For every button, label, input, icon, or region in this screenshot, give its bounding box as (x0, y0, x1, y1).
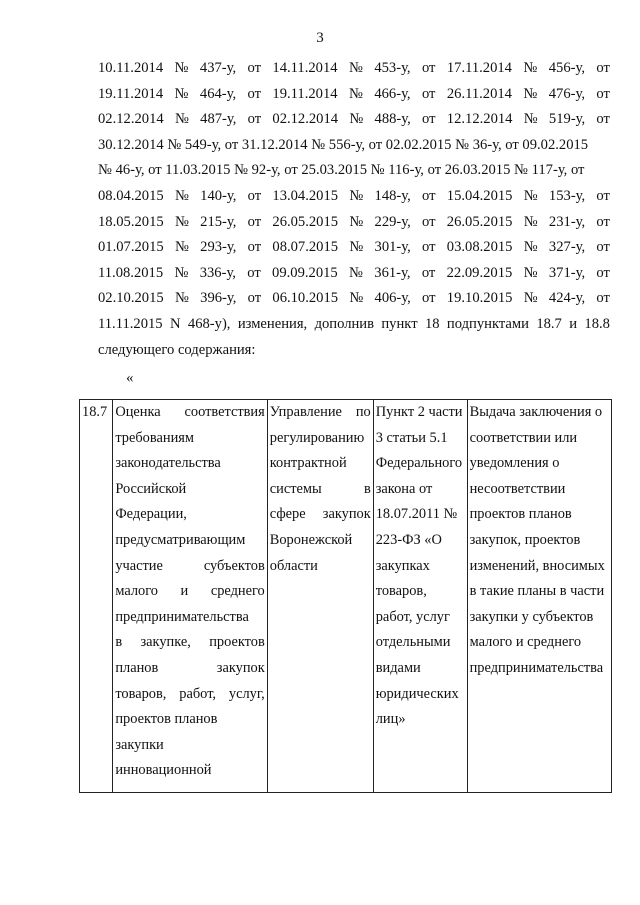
paragraph-line (98, 158, 610, 184)
word: от (247, 264, 261, 281)
word: № (523, 264, 538, 281)
word: № (523, 213, 538, 230)
word: 464-у, (199, 85, 237, 102)
word: 487-у, (200, 111, 237, 128)
authority-line (270, 426, 371, 452)
word: от (422, 239, 436, 256)
word: 424-у, (548, 290, 586, 307)
word: закупке, (140, 634, 191, 651)
word: 231-у, (548, 213, 586, 230)
word: и (569, 315, 578, 332)
word: 396-у, (200, 290, 237, 307)
word: 301-у, (374, 239, 411, 256)
word: проектов планов (115, 711, 218, 728)
word: № (349, 239, 364, 256)
opening-quote: « (126, 370, 134, 386)
description-line (115, 528, 264, 554)
word: 30.12.2014 № 549-у, от 31.12.2014 № 556-у, от 02.02.2015 № 36-у, от 09.02.2015 (98, 136, 589, 153)
word: № (349, 290, 364, 307)
word: № (174, 290, 189, 307)
word: от (422, 111, 436, 128)
paragraph-line (98, 184, 610, 210)
word: 140-у, (200, 187, 237, 204)
word: от (421, 264, 436, 281)
description-line (115, 451, 264, 477)
word: N (169, 315, 181, 332)
word: контрактной (269, 455, 347, 472)
word: 371-у, (548, 264, 586, 281)
word: 13.04.2015 (272, 187, 339, 204)
word: от (247, 111, 262, 128)
description-line (115, 579, 264, 605)
word: сфере (269, 506, 306, 523)
paragraph-line (98, 338, 610, 364)
word: № (523, 187, 538, 204)
word: 09.09.2015 (272, 264, 338, 281)
word: предусматривающим (115, 531, 246, 548)
word: 18.7 (536, 315, 562, 332)
description-line (115, 656, 264, 682)
word: 08.07.2015 (272, 239, 339, 256)
word: 18 (424, 315, 440, 332)
word: 12.12.2014 (446, 111, 513, 128)
word: среднего (210, 583, 265, 600)
word: 19.11.2014 (98, 85, 164, 102)
word: № (174, 213, 189, 230)
word: от (596, 187, 610, 204)
word: 06.10.2015 (272, 290, 339, 307)
word: 215-у, (200, 213, 237, 230)
word: 02.12.2014 (272, 111, 339, 128)
word: № (349, 213, 364, 230)
word: 11.11.2015 (98, 315, 163, 332)
authority-line (270, 477, 371, 503)
word: следующего содержания: (98, 341, 256, 358)
result-cell (467, 400, 611, 793)
word: 519-у, (548, 111, 586, 128)
description-line (115, 477, 264, 503)
word: соответствия (184, 404, 265, 420)
word: № (174, 111, 189, 128)
word: и (180, 583, 189, 600)
paragraph-line (98, 107, 610, 133)
word: от (596, 239, 610, 256)
paragraph-line (98, 56, 610, 82)
word: 15.04.2015 (446, 187, 513, 204)
word: 437-у, (199, 60, 237, 76)
authority-line (270, 400, 371, 426)
result-line: несоответствии (469, 480, 566, 497)
paragraph-line (98, 235, 610, 261)
word: № (349, 264, 363, 281)
word: 26.11.2014 (446, 85, 512, 102)
legal-basis-line: 3 статьи 5.1 (375, 429, 448, 446)
word: участие (115, 557, 163, 574)
word: регулированию (269, 429, 365, 446)
word: от (421, 60, 436, 76)
word: от (422, 290, 436, 307)
word: 01.07.2015 (98, 239, 164, 256)
word: от (596, 60, 610, 76)
word: от (596, 290, 610, 307)
word: Оценка (115, 404, 161, 420)
result-line: соответствии или (469, 429, 578, 446)
amendment-table (79, 399, 612, 793)
legal-basis-line: видами (375, 659, 421, 676)
word: от (596, 213, 610, 230)
page-number: 3 (316, 30, 324, 46)
word: от (421, 85, 436, 102)
legal-basis-line: работ, услуг (375, 608, 450, 625)
word: 22.09.2015 (446, 264, 513, 281)
word: требованиям (115, 429, 194, 446)
item-number-cell: 18.7 (80, 400, 113, 793)
word: 336-у, (199, 264, 236, 281)
word: 293-у, (200, 239, 237, 256)
word: 488-у, (374, 111, 411, 128)
word: 02.10.2015 (98, 290, 164, 307)
word: 153-у, (548, 187, 586, 204)
word: 26.05.2015 (446, 213, 513, 230)
word: 17.11.2014 (446, 60, 512, 76)
description-line (115, 554, 264, 580)
word: от (247, 213, 262, 230)
word: 18.8 (584, 315, 610, 332)
result-line: в такие планы в части (469, 583, 605, 600)
word: от (596, 111, 610, 128)
word: № (523, 239, 538, 256)
result-line: предпринимательства (469, 659, 604, 676)
word: 229-у, (374, 213, 411, 230)
paragraph-line (98, 133, 610, 159)
authority-line (270, 554, 371, 580)
authority-line (270, 528, 371, 554)
authority-line (270, 451, 371, 477)
paragraph-line (98, 312, 610, 338)
word: инновационной (115, 762, 212, 779)
result-line: Выдача заключения о (469, 404, 603, 420)
word: от (247, 60, 262, 76)
word: 476-у, (548, 85, 585, 102)
description-cell (113, 400, 267, 793)
result-line: уведомления о (469, 455, 560, 472)
authority-cell (267, 400, 373, 793)
description-line (115, 707, 264, 733)
word: № (174, 85, 189, 102)
word: проектов (209, 634, 265, 651)
word: от (596, 264, 610, 281)
word: 453-у, (374, 60, 411, 76)
description-line (115, 758, 264, 784)
word: 468-у), (187, 315, 231, 332)
word: малого (115, 583, 158, 600)
legal-basis-line: закона от (375, 480, 433, 497)
legal-basis-line: 223-ФЗ «О (375, 531, 442, 548)
word: 406-у, (374, 290, 411, 307)
word: субъектов (203, 557, 265, 574)
word: услуг, (228, 685, 265, 702)
word: системы (269, 480, 322, 497)
table-row (80, 400, 612, 793)
word: № (174, 264, 189, 281)
word: предпринимательства (115, 608, 249, 625)
result-line: малого и среднего (469, 634, 582, 651)
word: № (348, 60, 363, 76)
word: законодательства (115, 455, 221, 472)
word: № (523, 85, 538, 102)
word: 02.12.2014 (98, 111, 164, 128)
legal-basis-line: Федерального (375, 455, 463, 472)
word: № (348, 85, 363, 102)
legal-basis-line: закупках (375, 557, 430, 574)
description-line (115, 400, 264, 426)
description-line (115, 630, 264, 656)
word: закупок (322, 506, 371, 523)
word: 10.11.2014 (98, 60, 164, 76)
word: № (174, 60, 189, 76)
word: товаров, (115, 685, 167, 702)
word: 361-у, (374, 264, 411, 281)
word: 08.04.2015 (98, 187, 164, 204)
word: работ, (179, 685, 216, 702)
legal-basis-line: отдельными (375, 634, 451, 651)
word: Федерации, (115, 506, 187, 523)
word: № (174, 187, 189, 204)
word: № 46-у, от 11.03.2015 № 92-у, от 25.03.2015 № 116-у, от 26.03.2015 № 117-у, от (98, 162, 585, 179)
word: Воронежской (269, 531, 353, 548)
authority-line (270, 502, 371, 528)
result-line: изменений, вносимых (469, 557, 605, 574)
paragraph-line (98, 210, 610, 236)
word: 11.08.2015 (98, 264, 164, 281)
word: планов (115, 659, 159, 676)
word: дополнив (314, 315, 374, 332)
description-line (115, 426, 264, 452)
word: подпунктами (446, 315, 529, 332)
legal-basis-cell (373, 400, 467, 793)
word: 03.08.2015 (446, 239, 513, 256)
paragraph-line (98, 82, 610, 108)
word: 26.05.2015 (272, 213, 339, 230)
description-line (115, 605, 264, 631)
word: 19.11.2014 (272, 85, 338, 102)
word: в (363, 480, 371, 497)
body-paragraph (98, 56, 610, 363)
word: № (349, 187, 364, 204)
description-line (115, 682, 264, 708)
word: от (247, 187, 262, 204)
word: изменения, (237, 315, 308, 332)
word: № (523, 60, 538, 76)
result-line: проектов планов (469, 506, 572, 523)
word: закупок (216, 659, 265, 676)
word: от (247, 85, 262, 102)
paragraph-line (98, 261, 610, 287)
word: области (269, 557, 318, 574)
word: Российской (115, 480, 187, 497)
legal-basis-line: лиц» (375, 711, 406, 728)
result-line: закупки у субъектов (469, 608, 594, 625)
legal-basis-line: 18.07.2011 № (375, 506, 458, 523)
word: № (523, 111, 538, 128)
word: № (523, 290, 538, 307)
word: 456-у, (548, 60, 585, 76)
paragraph-line (98, 286, 610, 312)
word: № (174, 239, 189, 256)
word: пункт (381, 315, 418, 332)
legal-basis-line: Пункт 2 части (375, 404, 463, 420)
word: от (247, 239, 262, 256)
word: от (596, 85, 610, 102)
word: 19.10.2015 (446, 290, 513, 307)
word: в (115, 634, 123, 651)
description-line (115, 733, 264, 759)
word: № (349, 111, 364, 128)
word: 148-у, (374, 187, 411, 204)
legal-basis-line: товаров, (375, 583, 427, 600)
word: от (422, 187, 436, 204)
legal-basis-line: юридических (375, 685, 459, 702)
result-line: закупок, проектов (469, 531, 581, 548)
word: закупки (115, 736, 164, 753)
word: по (355, 404, 371, 420)
word: от (247, 290, 262, 307)
word: 466-у, (374, 85, 411, 102)
word: Управление (269, 404, 342, 420)
description-line (115, 502, 264, 528)
word: 327-у, (548, 239, 586, 256)
word: от (422, 213, 436, 230)
word: 18.05.2015 (98, 213, 164, 230)
word: 14.11.2014 (272, 60, 338, 76)
